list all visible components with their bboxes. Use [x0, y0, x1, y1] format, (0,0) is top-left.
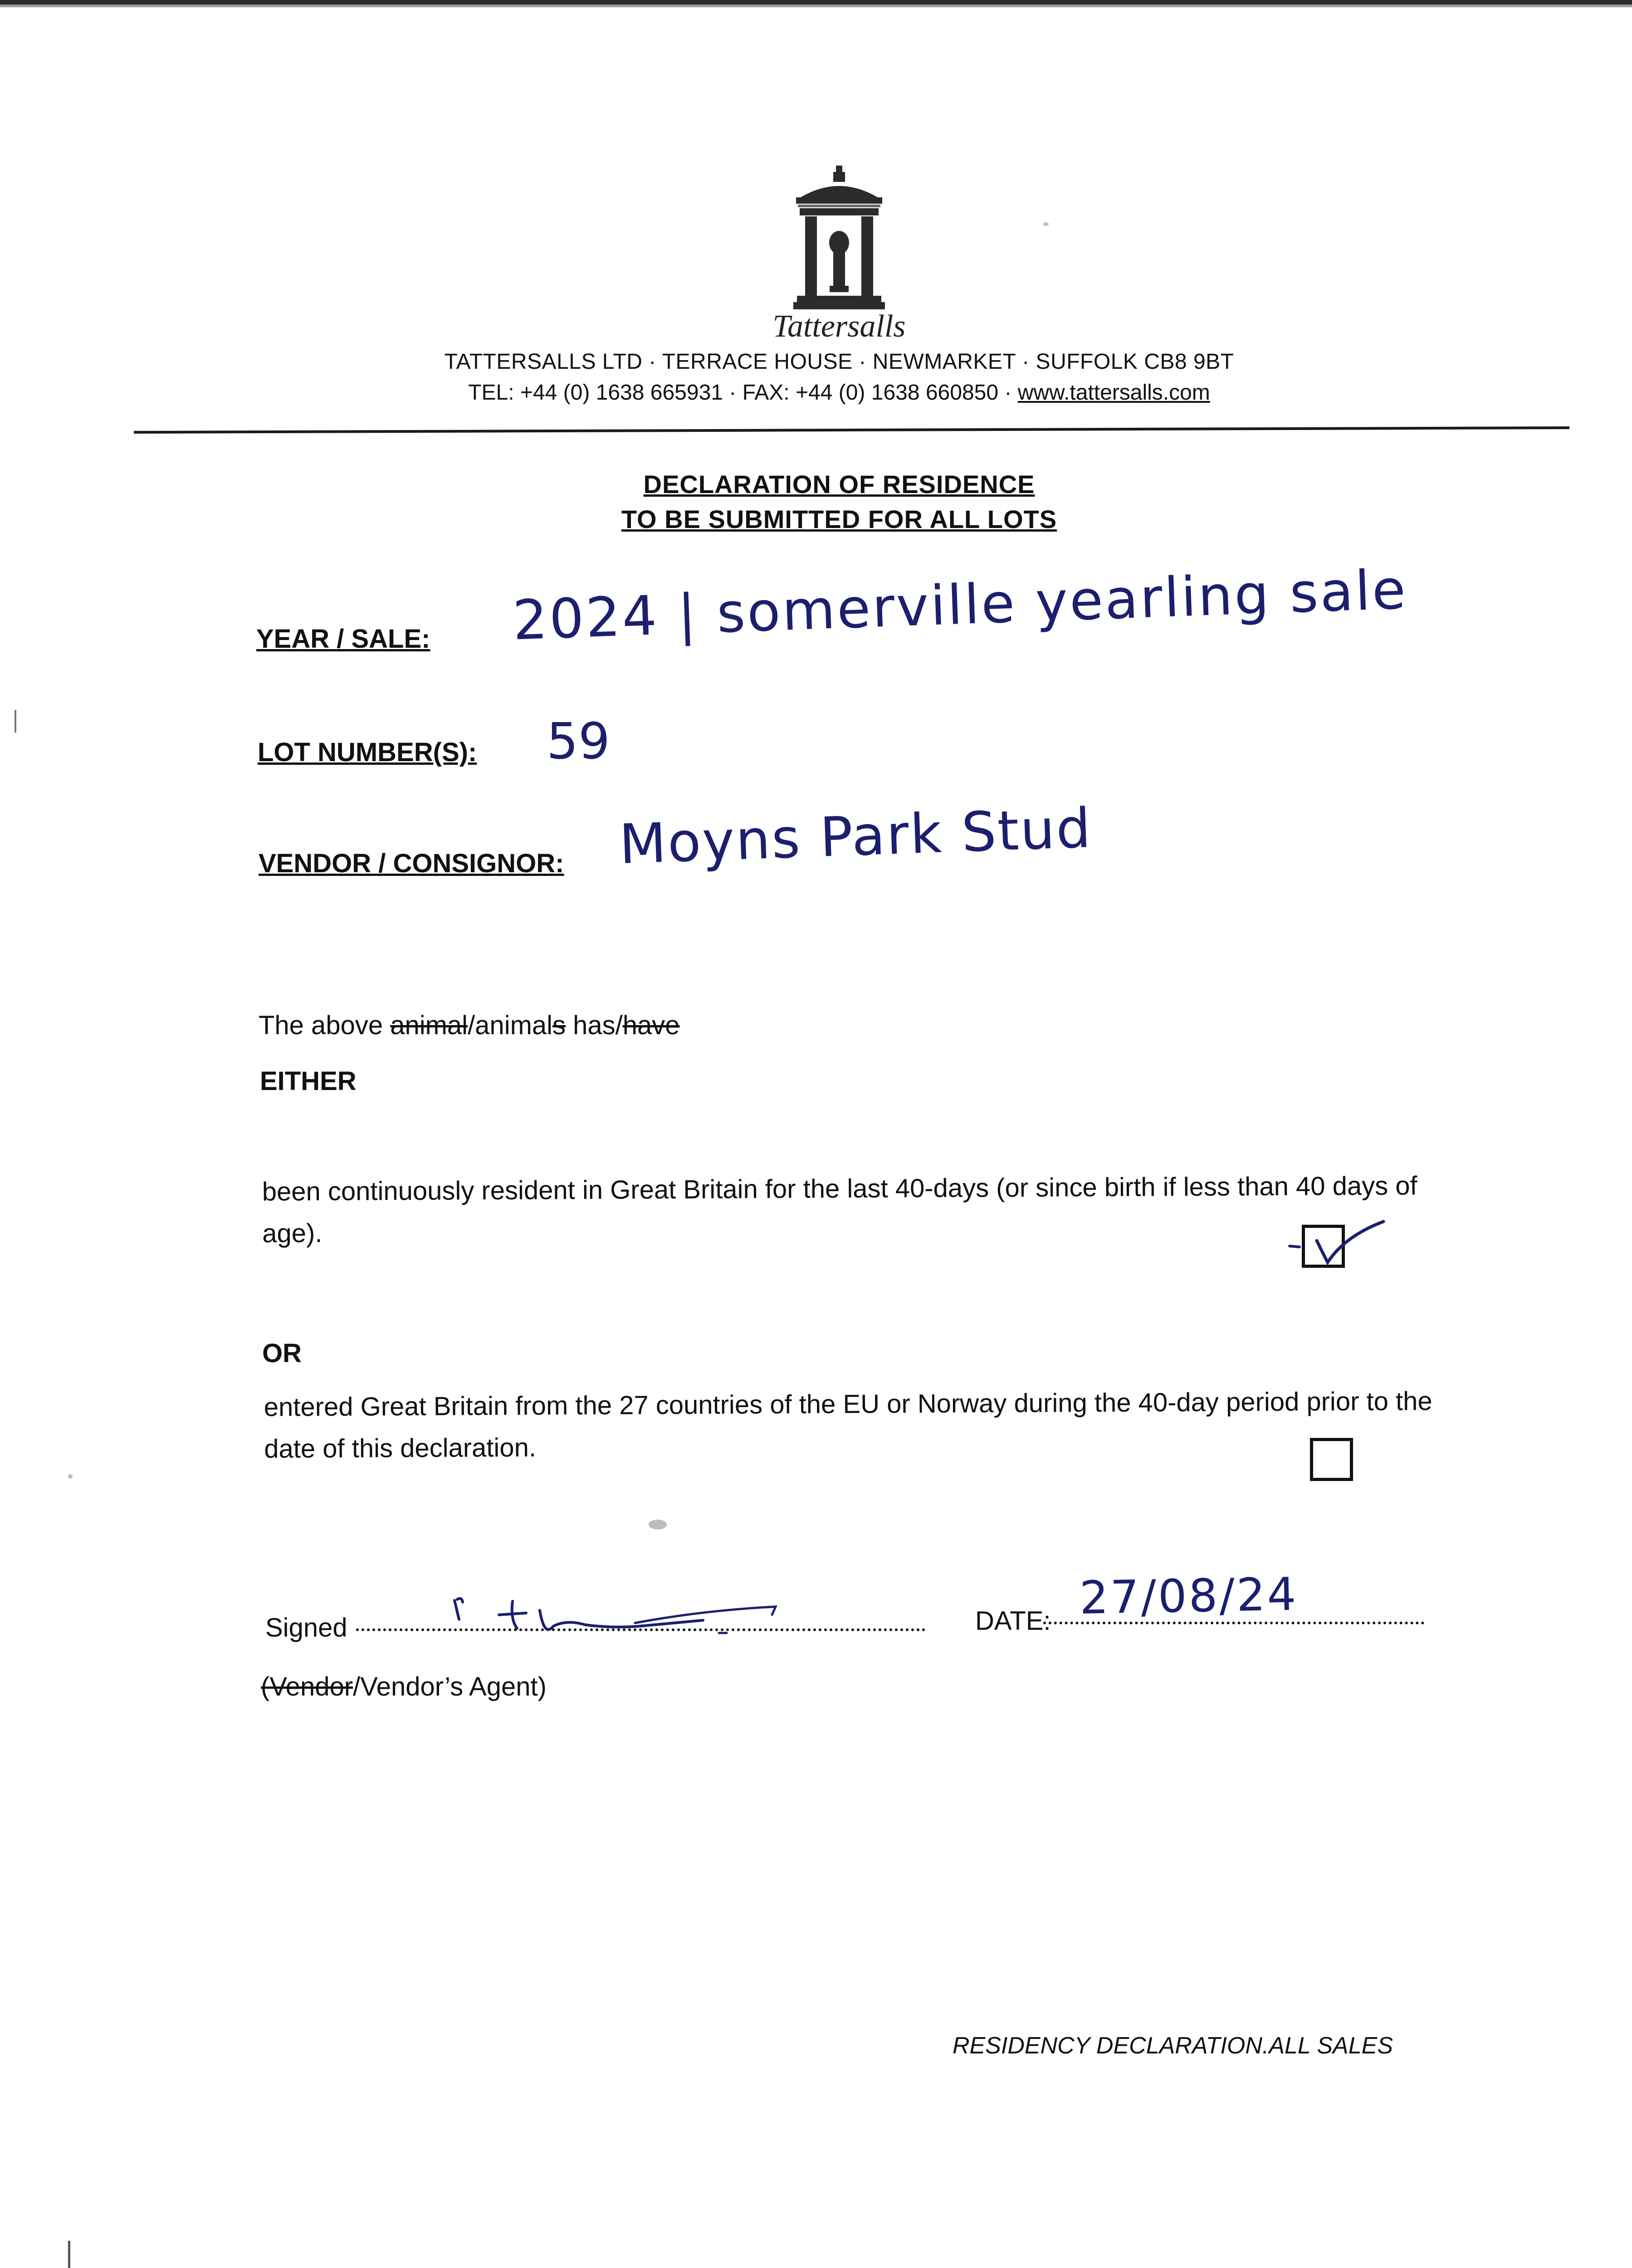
checkmark-icon: [1286, 1209, 1390, 1281]
vendors-agent: /Vendor’s Agent): [353, 1672, 547, 1701]
tattersalls-logo-icon: [792, 166, 887, 311]
scan-mark: [68, 2241, 70, 2268]
website-link[interactable]: www.tattersalls.com: [1017, 381, 1210, 405]
vendor-value[interactable]: Moyns Park Stud: [618, 797, 1093, 877]
date-label: DATE:: [975, 1606, 1051, 1636]
option-resident-text: been continuously resident in Great Britain for the last 40-days (or since birth if less than 40 days of age).: [262, 1171, 1417, 1248]
lot-number-value[interactable]: 59: [547, 712, 610, 770]
scan-speck: [1043, 222, 1049, 226]
header-divider: [134, 426, 1569, 434]
scan-speck: [649, 1520, 667, 1530]
option-eu-checkbox[interactable]: [1310, 1438, 1353, 1481]
statement-animals: /animal: [468, 1011, 553, 1040]
company-contact: [363, 380, 1315, 405]
option-eu-text: entered Great Britain from the 27 countries of the EU or Norway during the 40-day period prior to the date of this declaration.: [264, 1386, 1432, 1464]
statement-prefix: The above: [259, 1011, 391, 1040]
statement-intro: [259, 1005, 680, 1046]
contact-numbers: TEL: +44 (0) 1638 665931 · FAX: +44 (0) 1638 660850 ·: [468, 381, 1018, 405]
signer-role: [261, 1672, 547, 1702]
signed-label: Signed: [265, 1613, 347, 1642]
struck-s: s: [552, 1011, 566, 1040]
year-sale-value[interactable]: 2024 | somerville yearling sale: [512, 558, 1408, 653]
footer-reference: RESIDENCY DECLARATION.ALL SALES: [953, 2033, 1393, 2059]
scan-speck: [68, 1474, 73, 1479]
lot-number-label: LOT NUMBER(S):: [258, 738, 477, 767]
year-sale-label: YEAR / SALE:: [256, 624, 430, 654]
vendor-label: VENDOR / CONSIGNOR:: [259, 849, 564, 878]
struck-have: have: [622, 1011, 680, 1040]
either-heading: EITHER: [260, 1066, 357, 1096]
scan-edge-shadow: [0, 5, 1632, 7]
company-address: TATTERSALLS LTD · TERRACE HOUSE · NEWMARKET · SUFFOLK CB8 9BT: [444, 350, 1234, 374]
date-value[interactable]: 27/08/24: [1079, 1567, 1299, 1625]
scan-mark: [15, 710, 16, 733]
struck-animal: animal: [390, 1011, 468, 1040]
document-title: DECLARATION OF RESIDENCE: [643, 470, 1035, 499]
handwritten-signature-icon: [449, 1583, 794, 1651]
document-subtitle: TO BE SUBMITTED FOR ALL LOTS: [621, 505, 1057, 533]
company-name: Tattersalls: [772, 309, 906, 344]
struck-vendor: (Vendor: [261, 1672, 353, 1701]
or-heading: OR: [262, 1339, 302, 1368]
statement-has: has/: [566, 1011, 623, 1040]
scan-edge: [0, 0, 1632, 5]
